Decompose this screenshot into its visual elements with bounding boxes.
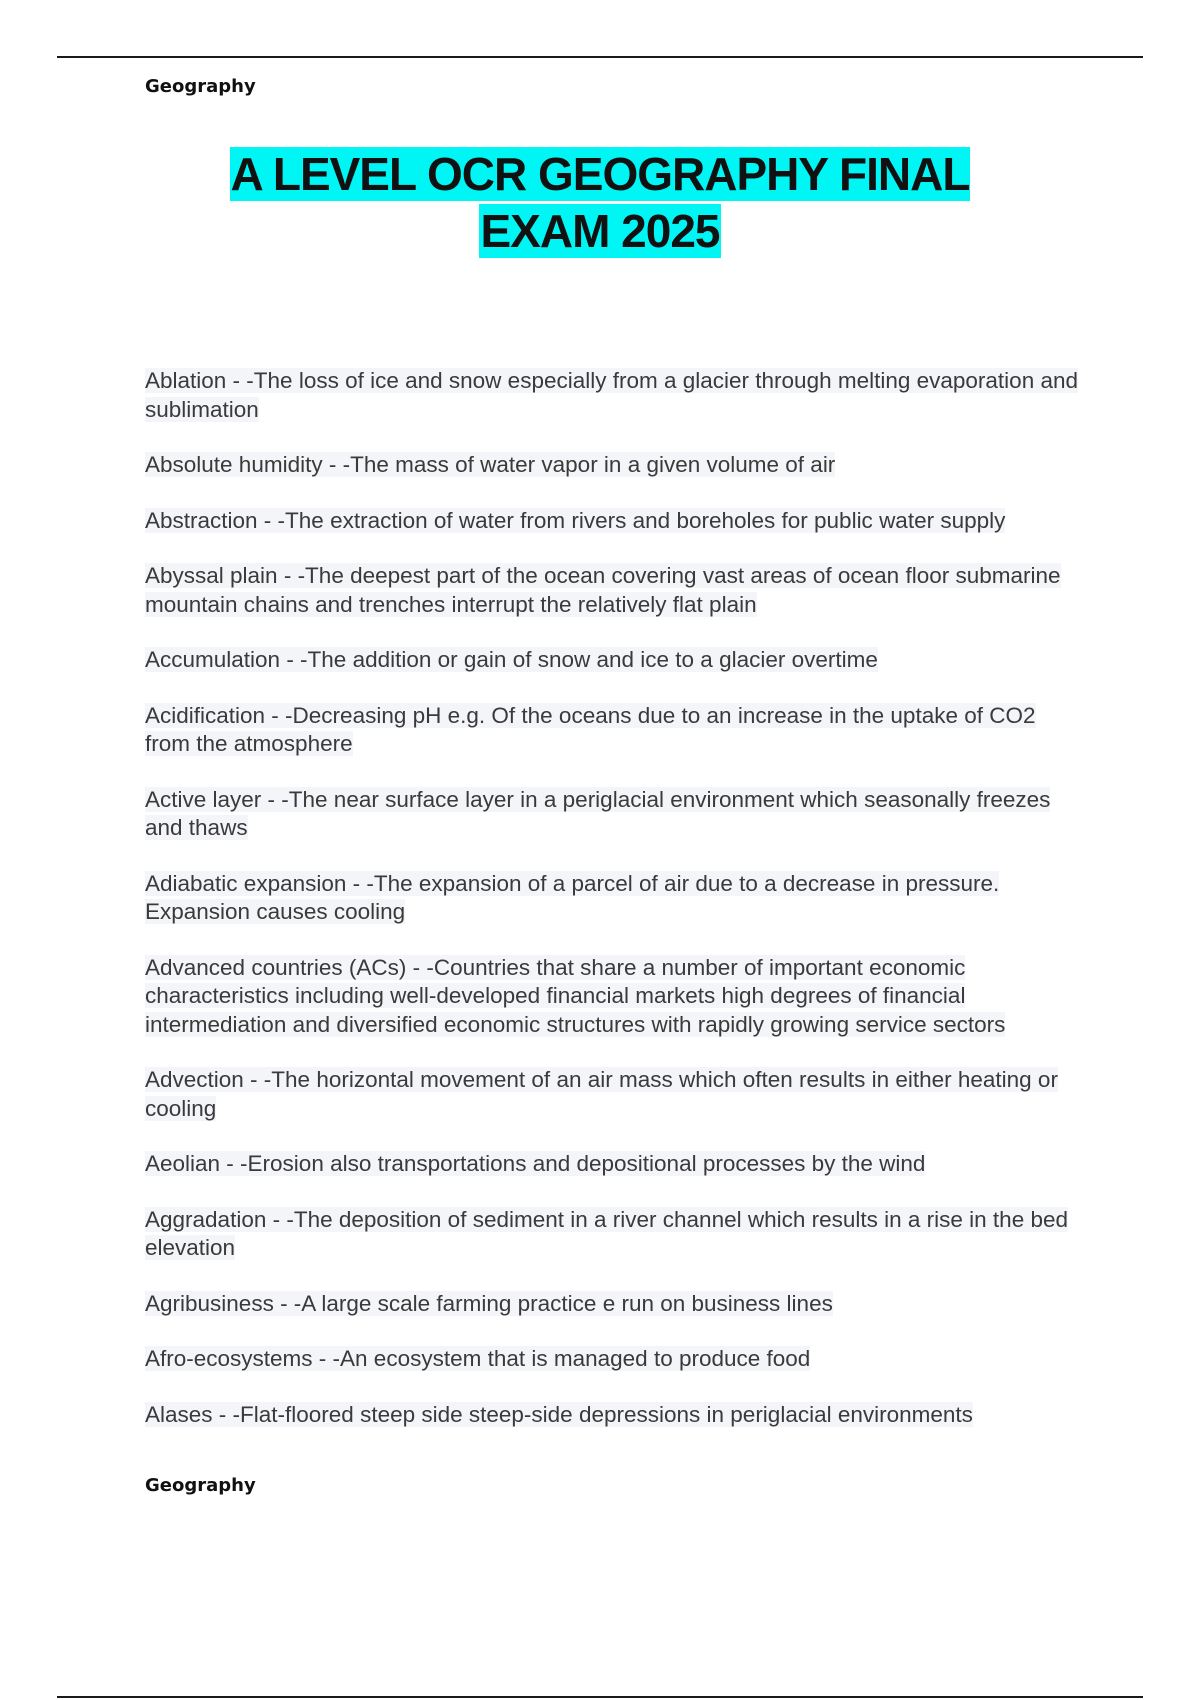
entry-text: Absolute humidity - -The mass of water vapor in a given volume of air <box>145 452 836 477</box>
entry-text: Advanced countries (ACs) - -Countries that share a number of important economic characteristics including well-developed financial markets high degrees of financial intermediation and diversified economic structures with rapidly growing service sectors <box>145 954 1006 1037</box>
entry-text: Aggradation - -The deposition of sediment in a river channel which results in a rise in the bed elevation <box>145 1206 1069 1260</box>
entry-text: Active layer - -The near surface layer in a periglacial environment which seasonally freezes and thaws <box>145 786 1051 840</box>
glossary-entry <box>145 451 1085 480</box>
glossary-entry <box>145 562 1085 619</box>
entry-text: Acidification - -Decreasing pH e.g. Of the oceans due to an increase in the uptake of CO2 from the atmosphere <box>145 702 1036 756</box>
glossary-entry <box>145 1290 1085 1319</box>
glossary-entry <box>145 954 1085 1040</box>
entry-text: Alases - -Flat-floored steep side steep-side depressions in periglacial environments <box>145 1401 973 1427</box>
entry-text: Aeolian - -Erosion also transportations and depositional processes by the wind <box>145 1151 926 1176</box>
glossary-entry <box>145 1206 1085 1263</box>
title-line-2: EXAM 2025 <box>480 205 720 257</box>
glossary-entry <box>145 702 1085 759</box>
top-rule <box>57 56 1143 58</box>
running-footer: Geography <box>145 1475 256 1496</box>
entry-text: Adiabatic expansion - -The expansion of a parcel of air due to a decrease in pressure. Expansion causes cooling <box>145 870 1000 924</box>
entry-text: Abstraction - -The extraction of water from rivers and boreholes for public water supply <box>145 507 1006 533</box>
glossary-entry <box>145 1401 1085 1430</box>
entry-text: Afro-ecosystems - -An ecosystem that is managed to produce food <box>145 1346 811 1371</box>
entry-text: Abyssal plain - -The deepest part of the ocean covering vast areas of ocean floor submarine mountain chains and trenches interrupt the relatively flat plain <box>145 563 1061 617</box>
glossary-entry <box>145 367 1085 424</box>
glossary-entry <box>145 786 1085 843</box>
entry-text: Agribusiness - -A large scale farming practice e run on business lines <box>145 1290 833 1316</box>
title-line-1: A LEVEL OCR GEOGRAPHY FINAL <box>230 148 970 200</box>
glossary-entry <box>145 1150 1085 1179</box>
running-header: Geography <box>145 76 256 97</box>
entry-text: Advection - -The horizontal movement of an air mass which often results in either heating or cooling <box>145 1067 1058 1121</box>
glossary-entry <box>145 870 1085 927</box>
document-title <box>100 146 1100 260</box>
glossary-entry <box>145 1066 1085 1123</box>
glossary-entry <box>145 1345 1085 1374</box>
glossary-entry <box>145 646 1085 675</box>
glossary-entry <box>145 507 1085 536</box>
entry-text: Ablation - -The loss of ice and snow especially from a glacier through melting evaporation and sublimation <box>145 368 1079 422</box>
glossary-list <box>145 367 1085 1456</box>
entry-text: Accumulation - -The addition or gain of snow and ice to a glacier overtime <box>145 647 878 672</box>
bottom-rule <box>57 1696 1143 1698</box>
